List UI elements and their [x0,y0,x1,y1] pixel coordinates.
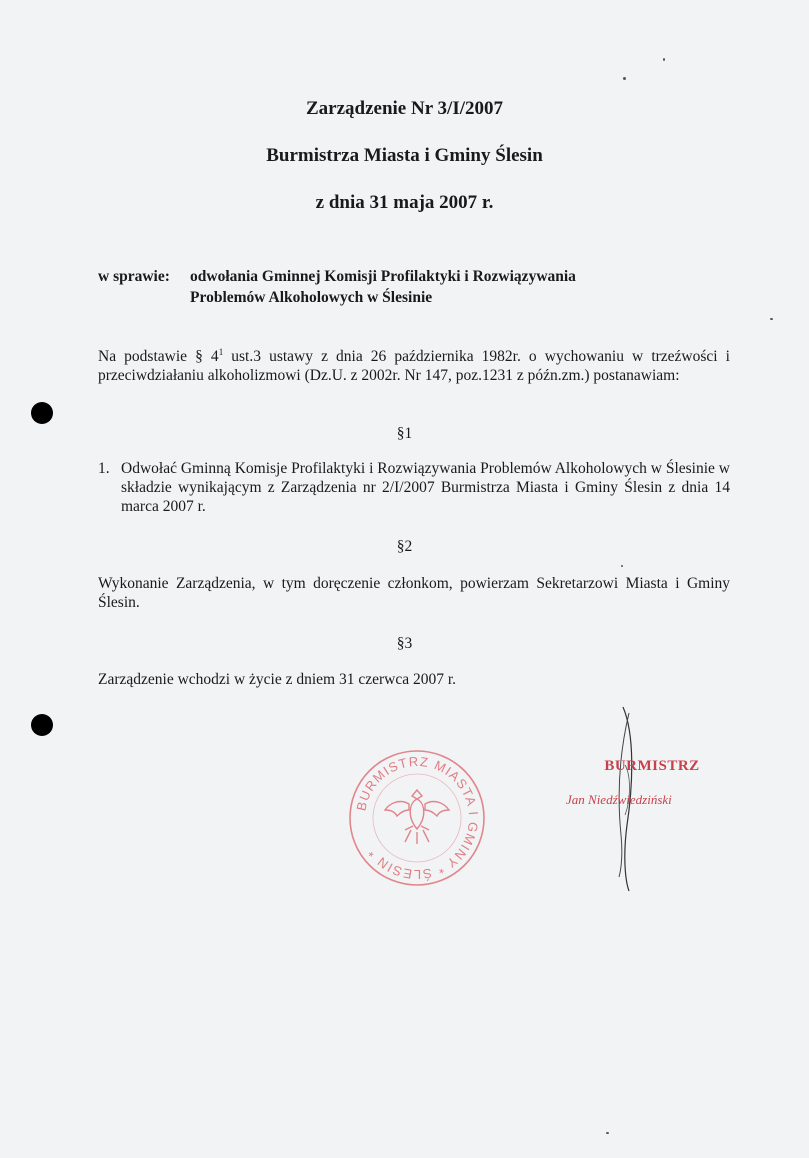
eagle-emblem-icon [385,790,449,844]
svg-text:BURMISTRZ MIASTA I GMINY * ŚLE: BURMISTRZ MIASTA I GMINY * ŚLESIN * [353,753,482,883]
scan-speck [606,1132,609,1134]
scan-speck [623,77,626,80]
section-2-text: Wykonanie Zarządzenia, w tym doręczenie członkom, powierzam Sekretarzowi Miasta i Gminy Ślesin. [98,575,730,611]
official-round-stamp [347,748,487,888]
legal-basis-paragraph [98,343,730,385]
punch-hole [31,402,53,424]
scan-speck [621,565,623,567]
section-3-heading: §3 [396,635,413,652]
section-2-heading: §2 [396,538,413,555]
subject-label: w sprawie: [98,268,170,285]
signature-name: Jan Niedźwiedziński [566,792,672,807]
legal-basis-part-1: Na podstawie § 4 [98,348,219,366]
section-1-heading: §1 [396,425,413,442]
legal-basis-part-2: ust.3 ustawy z dnia 26 października 1982r. o wychowaniu w trzeźwości i przeciwdziałaniu alkoholizmowi (Dz.U. z 2002r. Nr 147, poz.1231 z późn.zm.) postanawiam: [98,348,730,385]
signature-title: BURMISTRZ [604,758,700,774]
scan-speck [770,318,773,320]
section-1-item [98,459,730,516]
punch-hole [31,714,53,736]
section-3-text: Zarządzenie wchodzi w życie z dniem 31 czerwca 2007 r. [98,671,457,688]
signature-block [560,758,730,808]
document-issuer: Burmistrza Miasta i Gminy Ślesin [266,145,543,166]
scan-speck [663,58,665,61]
document-date: z dnia 31 maja 2007 r. [315,192,494,213]
item-number: 1. [98,460,110,477]
legal-basis-superscript: 1 [218,347,224,357]
document-title: Zarządzenie Nr 3/I/2007 [305,98,503,119]
subject-line-1: odwołania Gminnej Komisji Profilaktyki i Rozwiązywania [190,268,576,285]
document-subject [98,266,576,308]
item-text: Odwołać Gminną Komisje Profilaktyki i Rozwiązywania Problemów Alkoholowych w Ślesinie w składzie wynikającym z Zarządzenia nr 2/I/2007 Burmistrza Miasta i Gminy Ślesin z dnia 14 marca 2007 r. [121,460,730,515]
subject-line-2: Problemów Alkoholowych w Ślesinie [190,289,433,306]
